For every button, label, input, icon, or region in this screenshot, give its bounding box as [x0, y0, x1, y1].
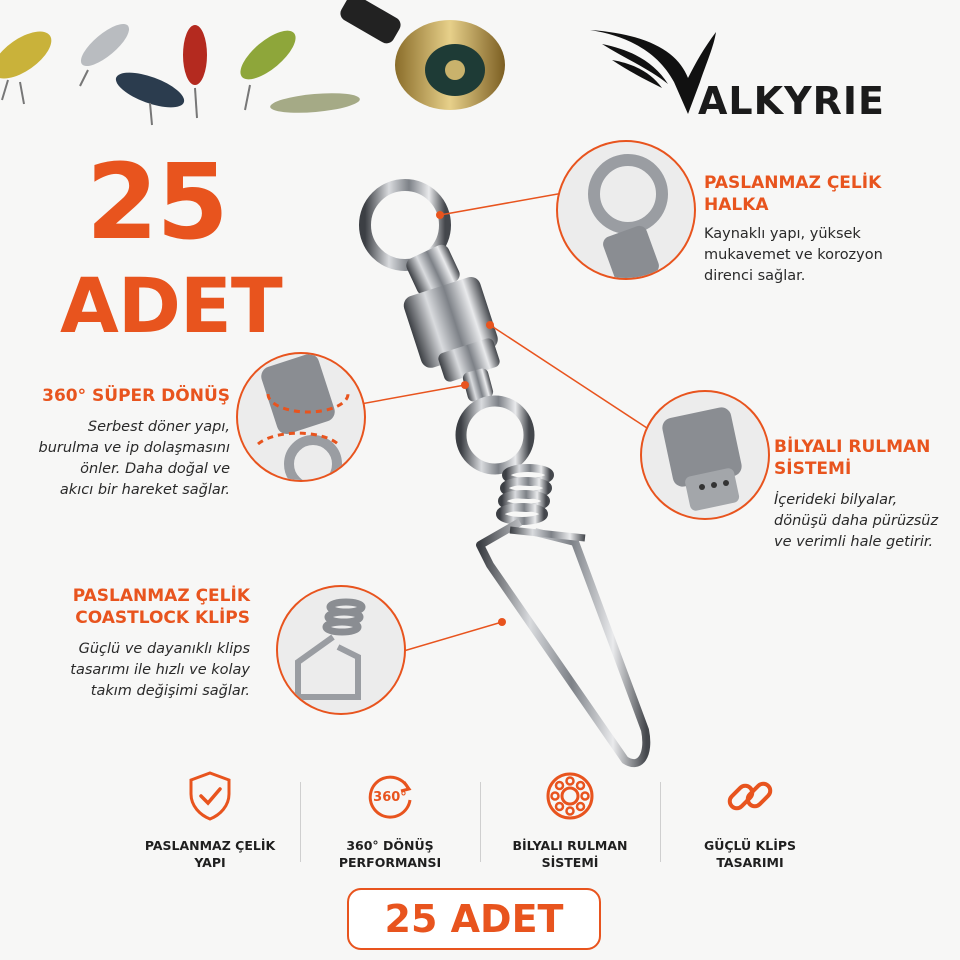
bearing-closeup-circle: [640, 390, 770, 520]
feature-ring-text: [704, 224, 944, 287]
feature-bearing-line: ve verimli hale getirir.: [774, 534, 934, 551]
quantity-unit: ADET: [60, 261, 282, 350]
feature-ring-line: Kaynaklı yapı, yüksek: [704, 226, 861, 243]
feature-ring-line: direnci sağlar.: [704, 268, 806, 285]
feature-clip-text: [20, 639, 250, 702]
feature-bearing-text: [774, 490, 954, 553]
benefit-rotation-label: [310, 838, 470, 872]
clip-closeup-circle: [276, 585, 406, 715]
benefit-stainless: [120, 770, 300, 880]
feature-ring: [704, 172, 944, 287]
benefits-strip: [120, 770, 840, 880]
feature-bearing-title: [774, 436, 954, 480]
feature-rotation-line: akıcı bir hareket sağlar.: [59, 482, 230, 499]
benefit-clip: [660, 770, 840, 880]
benefit-label-line: SİSTEMİ: [541, 854, 599, 870]
feature-clip-line: Güçlü ve dayanıklı klips: [78, 641, 250, 658]
rotate-360-icon-text: 360°: [373, 790, 407, 805]
feature-rotation-line: önler. Daha doğal ve: [80, 461, 230, 478]
benefit-label-line: TASARIMI: [716, 854, 784, 870]
feature-ring-line: mukavemet ve korozyon: [704, 247, 883, 264]
feature-ring-title: PASLANMAZ ÇELİK HALKA: [704, 173, 882, 216]
benefit-label-line: PASLANMAZ ÇELİK: [144, 838, 276, 853]
benefit-rotation: [300, 770, 480, 880]
feature-bearing: [774, 436, 954, 553]
brand-name: ALKYRIE: [698, 79, 885, 123]
feature-bearing-line: İçerideki bilyalar,: [774, 492, 898, 509]
feature-clip-title-line: COASTLOCK KLİPS: [75, 608, 250, 629]
benefit-label-line: BİLYALI RULMAN: [512, 838, 628, 853]
benefit-bearing: [480, 770, 660, 880]
bearing-icon: [544, 770, 596, 822]
feature-bearing-title-line: SİSTEMİ: [774, 459, 852, 480]
feature-clip-line: tasarımı ile hızlı ve kolay: [70, 662, 250, 679]
feature-rotation-line: Serbest döner yapı,: [87, 419, 230, 436]
feature-clip-line: takım değişimi sağlar.: [90, 683, 250, 700]
benefit-label-line: 360° DÖNÜŞ: [346, 838, 434, 853]
feature-rotation: [18, 385, 230, 501]
benefit-label-line: YAPI: [194, 854, 226, 870]
benefit-label-line: GÜÇLÜ KLİPS: [703, 838, 797, 853]
rotation-closeup-circle: [236, 352, 366, 482]
benefit-stainless-label: [130, 838, 290, 872]
feature-clip-title: [20, 585, 250, 629]
feature-clip: [20, 585, 250, 702]
benefit-bearing-label: [490, 838, 650, 872]
feature-clip-title-line: PASLANMAZ ÇELİK: [72, 586, 250, 606]
feature-rotation-title: 360° SÜPER DÖNÜŞ: [42, 386, 230, 406]
quantity-number: 25: [86, 141, 227, 263]
feature-rotation-text: [18, 417, 230, 501]
chain-link-icon: [724, 770, 776, 822]
feature-bearing-line: dönüşü daha pürüzsüz: [774, 513, 939, 530]
feature-rotation-line: burulma ve ip dolaşmasını: [38, 440, 230, 457]
benefit-clip-label: [670, 838, 830, 872]
quantity-badge: 25 ADET: [347, 888, 601, 950]
ring-closeup-circle: [556, 140, 696, 280]
feature-bearing-title-line: BİLYALI RULMAN: [774, 437, 931, 457]
benefit-label-line: PERFORMANSI: [338, 854, 442, 870]
rotate-360-icon: [364, 770, 416, 822]
shield-check-icon: [184, 770, 236, 822]
